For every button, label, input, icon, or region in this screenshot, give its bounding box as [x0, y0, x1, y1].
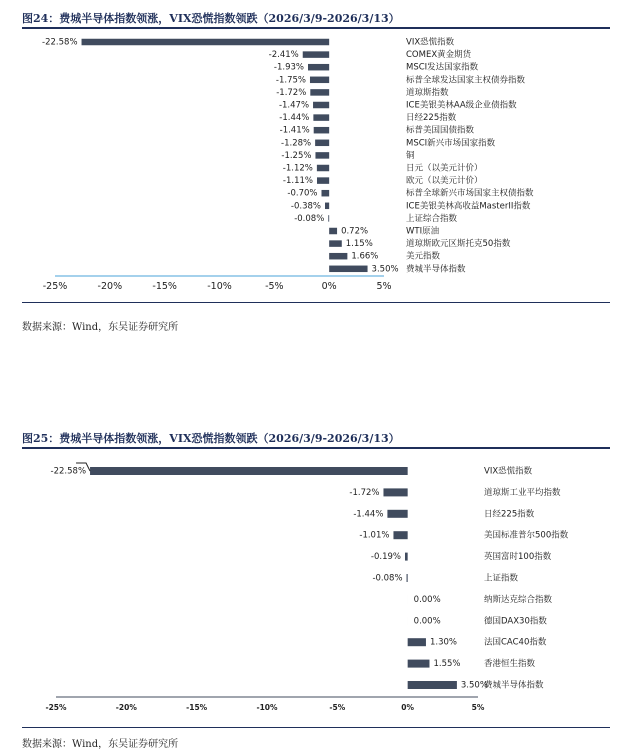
data-label: -22.58% [50, 466, 87, 477]
category-label: 标普全球发达国家主权债券指数 [406, 75, 526, 86]
figure-25-source: 数据来源：Wind，东吴证券研究所 [22, 739, 179, 750]
figure-24-source: 数据来源：Wind，东吴证券研究所 [22, 322, 179, 333]
data-label: 0.00% [413, 616, 441, 627]
figure-24-title: 图24：费城半导体指数领涨，VIX恐慌指数领跌（2026/3/9-2026/3/13） [22, 12, 400, 25]
data-label: -1.01% [359, 530, 390, 541]
x-tick-label: -20% [115, 703, 137, 712]
data-label: -1.44% [279, 113, 310, 124]
x-tick-label: -5% [265, 281, 284, 292]
category-label: ICE美银美林高收益MasterII指数 [406, 201, 531, 212]
category-label: 纳斯达克综合指数 [484, 594, 553, 605]
category-label: VIX恐慌指数 [484, 466, 533, 477]
bar [317, 177, 329, 184]
data-label: 1.15% [345, 239, 373, 250]
data-label: -22.58% [42, 37, 78, 48]
bar [308, 64, 329, 70]
category-label: 道琼斯指数 [406, 87, 449, 98]
data-label: 3.50% [460, 680, 488, 691]
data-label: -1.25% [281, 150, 312, 161]
category-label: 日元（以美元计价） [406, 163, 483, 174]
bar [314, 127, 329, 134]
category-label: 美国标准普尔500指数 [484, 530, 569, 541]
category-label: 日经225指数 [406, 113, 457, 124]
category-label: 美元指数 [406, 251, 441, 262]
x-tick-label: -25% [42, 281, 68, 292]
x-tick-label: 0% [401, 703, 415, 712]
figure-25-bottom-rule [22, 727, 610, 728]
bar [405, 553, 408, 561]
category-label: 道琼斯工业平均指数 [484, 487, 561, 498]
category-label: 铜 [406, 150, 415, 161]
data-label: 1.55% [433, 659, 461, 670]
data-label: -1.41% [279, 125, 310, 136]
category-label: ICE美银美林AA级企业债指数 [406, 100, 517, 111]
x-tick-label: 5% [471, 703, 485, 712]
bar [329, 253, 347, 260]
bar [310, 89, 329, 96]
bar [408, 638, 426, 646]
data-label: -1.72% [349, 487, 380, 498]
category-label: MSCI发达国家指数 [406, 62, 479, 73]
data-label: 1.66% [351, 251, 379, 262]
category-label: 法国CAC40指数 [484, 637, 547, 648]
data-label: -1.72% [276, 87, 307, 98]
bar [329, 228, 337, 235]
bar [90, 467, 408, 475]
data-label: 1.30% [429, 637, 457, 648]
bar [408, 660, 430, 668]
bar [82, 39, 330, 46]
figure-25-title: 图25：费城半导体指数领涨，VIX恐慌指数领跌（2026/3/9-2026/3/13） [22, 432, 400, 445]
category-label: 德国DAX30指数 [484, 616, 547, 627]
category-label: VIX恐慌指数 [406, 37, 455, 48]
data-label: -0.08% [294, 213, 325, 224]
x-tick-label: 0% [321, 281, 337, 292]
category-label: 费城半导体指数 [484, 680, 544, 691]
bar [407, 574, 408, 582]
x-tick-label: -25% [45, 703, 67, 712]
x-tick-label: -10% [207, 281, 232, 292]
bar [393, 531, 407, 539]
data-label: 3.50% [371, 264, 399, 275]
data-label: -0.19% [370, 552, 401, 563]
x-tick-label: -10% [256, 703, 278, 712]
x-tick-label: -15% [152, 281, 177, 292]
data-label: -2.41% [268, 50, 299, 61]
category-label: 日经225指数 [484, 509, 535, 520]
bar [383, 488, 407, 496]
bar [317, 165, 329, 172]
data-label: -0.38% [290, 201, 321, 212]
chart-25 [0, 448, 619, 728]
chart-24 [0, 28, 619, 303]
x-tick-label: -5% [329, 703, 346, 712]
bar [329, 240, 342, 247]
data-label: -0.08% [372, 573, 403, 584]
bar [315, 152, 329, 159]
bar [310, 77, 329, 84]
data-label: -1.12% [282, 163, 313, 174]
category-label: 上证综合指数 [406, 213, 458, 224]
bar [313, 114, 329, 121]
category-label: WTI原油 [406, 226, 440, 237]
data-label: -0.70% [287, 188, 318, 199]
bar [328, 215, 329, 222]
bar [313, 102, 329, 109]
data-label: -1.93% [273, 62, 305, 73]
data-label: -1.47% [278, 100, 310, 111]
data-label: -1.28% [281, 138, 312, 149]
data-label: -1.11% [282, 176, 313, 187]
data-label: 0.72% [341, 226, 369, 237]
category-label: 标普美国国债指数 [406, 125, 475, 136]
category-label: 费城半导体指数 [406, 264, 466, 275]
category-label: MSCI新兴市场国家指数 [406, 138, 496, 149]
category-label: COMEX黄金期货 [406, 50, 472, 61]
data-label: -1.44% [353, 509, 384, 520]
bar [325, 203, 329, 210]
bar [387, 510, 407, 518]
x-tick-label: -20% [97, 281, 123, 292]
bar [321, 190, 329, 197]
x-tick-label: 5% [376, 281, 392, 292]
x-tick-label: -15% [186, 703, 208, 712]
category-label: 英国富时100指数 [484, 552, 552, 563]
category-label: 上证指数 [484, 573, 519, 584]
category-label: 道琼斯欧元区斯托克50指数 [406, 239, 511, 250]
data-label: -1.75% [275, 75, 306, 86]
bar [408, 681, 457, 689]
figure-24-bottom-rule [22, 302, 610, 303]
bar [329, 266, 367, 273]
bar [303, 51, 329, 58]
category-label: 香港恒生指数 [484, 659, 536, 670]
category-label: 欧元（以美元计价） [406, 176, 483, 187]
data-label: 0.00% [413, 594, 441, 605]
bar [315, 140, 329, 147]
category-label: 标普全球新兴市场国家主权债指数 [406, 188, 534, 199]
